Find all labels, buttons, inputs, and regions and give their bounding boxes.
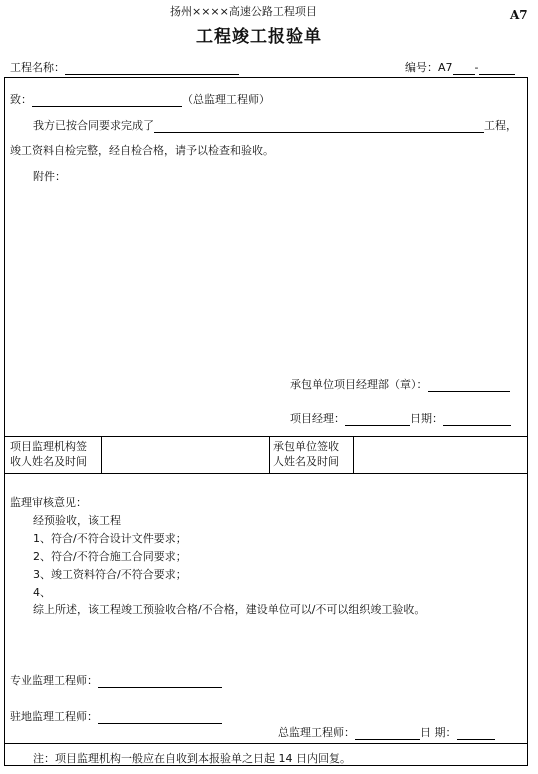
- divider-bottom-sign: [5, 473, 527, 474]
- contractor-dept-row: [290, 376, 510, 392]
- review-intro: 经预验收，该工程: [33, 514, 121, 527]
- project-name: 扬州××××高速公路工程项目: [170, 5, 317, 18]
- sign-col-2: [269, 436, 270, 473]
- engineering-name-field[interactable]: [65, 62, 239, 75]
- supervision-receiver-line2: 收人姓名及时间: [10, 455, 87, 468]
- number-field-1[interactable]: [453, 62, 475, 75]
- paragraph-1: [33, 117, 517, 133]
- review-item-1: 1、符合/不符合设计文件要求；: [33, 532, 187, 545]
- form-code: A7: [510, 8, 528, 22]
- chief-engineer-field[interactable]: [32, 94, 182, 107]
- contractor-receiver-line2: 人姓名及时间: [273, 455, 339, 468]
- specialist-row: [10, 672, 222, 688]
- number-row: [405, 59, 515, 75]
- review-item-3: 3、竣工资料符合/不符合要求；: [33, 568, 187, 581]
- review-item-4: 4、: [33, 586, 51, 599]
- to-row: [10, 91, 270, 107]
- sign-col-1: [101, 436, 102, 473]
- chief-row: [278, 724, 495, 740]
- review-heading: 监理审核意见：: [10, 496, 87, 509]
- project-manager-label: 项目经理：: [290, 412, 345, 425]
- chief-date-field[interactable]: [457, 727, 495, 740]
- number-prefix: A7: [438, 61, 453, 74]
- review-conclusion: 综上所述，该工程竣工预验收合格/不合格，建设单位可以/不可以组织竣工验收。: [33, 603, 426, 616]
- engineering-name-row: [10, 59, 239, 75]
- number-field-2[interactable]: [479, 62, 515, 75]
- chief-label: 总监理工程师：: [278, 726, 355, 739]
- contractor-dept-label: 承包单位项目经理部（章）：: [290, 378, 428, 391]
- contractor-dept-field[interactable]: [428, 379, 510, 392]
- contractor-receiver-label: [273, 439, 339, 469]
- project-name-field[interactable]: [154, 120, 484, 133]
- to-label: 致：: [10, 93, 32, 106]
- page-title: 工程竣工报验单: [196, 27, 322, 47]
- supervision-receiver-line1: 项目监理机构签: [10, 440, 87, 453]
- divider-footer: [5, 743, 527, 744]
- resident-row: [10, 708, 222, 724]
- chief-date-label: 日 期：: [420, 726, 457, 739]
- attachments-label: 附件：: [33, 170, 66, 183]
- paragraph-1-end: 工程，: [484, 119, 517, 132]
- contractor-receiver-line1: 承包单位签收: [273, 440, 339, 453]
- date-label: 日期：: [410, 412, 443, 425]
- supervision-receiver-field[interactable]: [103, 437, 268, 472]
- resident-field[interactable]: [98, 711, 222, 724]
- engineering-name-label: 工程名称：: [10, 61, 65, 74]
- project-manager-row: [290, 410, 511, 426]
- chief-field[interactable]: [355, 727, 420, 740]
- specialist-field[interactable]: [98, 675, 222, 688]
- review-item-2: 2、符合/不符合施工合同要求；: [33, 550, 187, 563]
- number-label: 编号：: [405, 61, 438, 74]
- paragraph-1-text: 我方已按合同要求完成了: [33, 119, 154, 132]
- specialist-label: 专业监理工程师：: [10, 674, 98, 687]
- resident-label: 驻地监理工程师：: [10, 710, 98, 723]
- project-manager-field[interactable]: [345, 413, 410, 426]
- to-suffix: （总监理工程师）: [182, 93, 270, 106]
- sign-col-3: [353, 436, 354, 473]
- paragraph-2: 竣工资料自检完整，经自检合格，请予以检查和验收。: [10, 144, 274, 157]
- supervision-receiver-label: [10, 439, 87, 469]
- contractor-receiver-field[interactable]: [355, 437, 525, 472]
- number-dash: -: [474, 61, 479, 74]
- footer-note: 注：项目监理机构一般应在自收到本报验单之日起 14 日内回复。: [33, 752, 351, 765]
- date-field[interactable]: [443, 413, 511, 426]
